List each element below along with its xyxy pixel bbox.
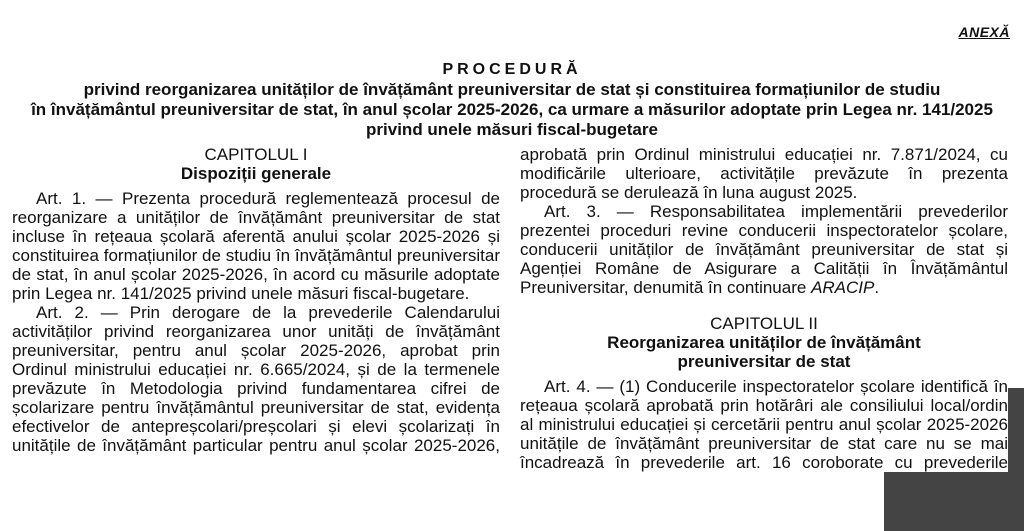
title-line: în învățământul preuniversitar de stat, în anul școlar 2025-2026, ca urmare a măsurilor adoptate prin Legea nr. 141/2025 [31,100,993,119]
article-3 [520,202,1008,297]
text-line: unitățile de învățământ particular pentru anul școlar 2025-2026, [12,436,500,455]
text-line: prevăzute în Metodologia privind fundamentarea cifrei de [12,379,500,398]
text-line: Ordinul ministrului educației nr. 6.665/2024, și de la termenele [12,360,500,379]
text-line: Art. 3. — Responsabilitatea implementării prevederilor [520,202,1008,221]
text-line: constituirea formațiunilor de studiu în învățământul preuniversitar [12,246,500,265]
chapter-title-line: Reorganizarea unităților de învățământ [520,333,1008,352]
text-line: al ministrului educației și cercetării pentru anul școlar 2025-2026 [520,415,1008,434]
text-line: modificările ulterioare, activitățile prevăzute în prezenta [520,164,1008,183]
text-line: de stat, în anul școlar 2025-2026, în acord cu măsurile adoptate [12,265,500,284]
text-line: activităților privind reorganizarea unor unități de învățământ [12,322,500,341]
text-line: conducerii unităților de învățământ preuniversitar de stat și [520,240,1008,259]
text-line: reorganizare a unităților de învățământ preuniversitar de stat [12,208,500,227]
text-line: Art. 1. — Prezenta procedură reglementează procesul de [36,189,500,208]
text-line: prezentei proceduri revine conducerii inspectoratelor școlare, [520,221,1008,240]
annex-label: ANEXĂ [958,24,1010,40]
period: . [874,278,880,297]
text-line: încadrează în prevederile art. 16 coroborate cu prevederile [520,453,1008,472]
procedure-heading: PROCEDURĂ [442,61,582,78]
title-line: privind reorganizarea unităților de învățământ preuniversitar de stat și constituirea formațiunilor de studiu [83,80,941,99]
text-line: Agenției Române de Asigurare a Calității în Învățământul [520,259,1008,278]
text-line: procedură se derulează în luna august 2025. [520,183,1008,202]
chapter-label: CAPITOLUL I [204,145,308,164]
text-line: prin Legea nr. 141/2025 privind unele măsuri fiscal-bugetare. [12,284,470,303]
text-line-last [520,278,1008,297]
text-line: Art. 4. — (1) Conducerile inspectoratelor școlare identifică în [520,377,1008,396]
text-fragment: Preuniversitar, denumită în continuare [520,278,812,297]
text-line: incluse în rețeaua școlară aferentă anului școlar 2025-2026 și [12,227,500,246]
document-header [0,60,1024,140]
text-line: aprobată prin Ordinul ministrului educației nr. 7.871/2024, cu [520,145,1008,164]
title-line: privind unele măsuri fiscal-bugetare [366,120,658,139]
right-column [520,145,1008,472]
text-line: unitățile de învățământ preuniversitar de stat care nu se mai [520,434,1008,453]
article-4 [520,377,1008,472]
article-2 [12,303,500,455]
chapter-title: Dispoziții generale [180,164,332,183]
text-line: școlarizare pentru învățământul preuniversitar de stat, evidența [12,398,500,417]
text-line: efectivelor de antepreșcolari/preșcolari și elevi școlarizați în [12,417,500,436]
left-column [12,145,500,455]
chapter-label: CAPITOLUL II [520,314,1008,333]
article-2-continued [520,145,1008,202]
aracip-abbreviation: ARACIP [811,278,875,297]
text-line: preuniversitar, pentru anul școlar 2025-2026, aprobat prin [12,341,500,360]
article-1 [12,189,500,303]
text-line: Art. 2. — Prin derogare de la prevederile Calendarului [36,303,500,322]
text-line: rețeaua școlară aprobată prin hotărâri ale consiliului local/ordin [520,396,1008,415]
chapter-title-line: preuniversitar de stat [520,352,1008,371]
